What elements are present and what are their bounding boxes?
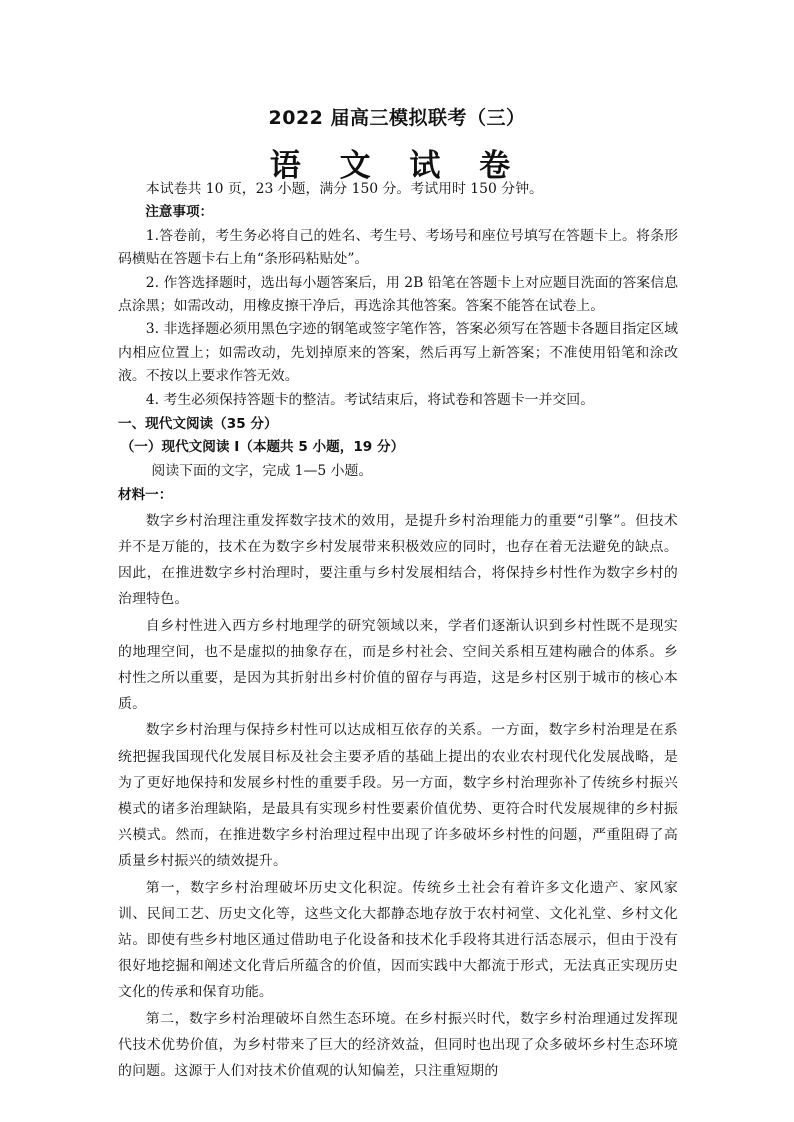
note-item: 4. 考生必须保持答题卡的整洁。考试结束后，将试卷和答题卡一并交回。 (145, 391, 595, 408)
subsection-heading: （一）现代文阅读 I（本题共 5 小题，19 分） (120, 439, 405, 456)
material-label: 材料一： (118, 487, 173, 504)
reading-instruction: 阅读下面的文字，完成 1—5 小题。 (151, 462, 373, 479)
exam-title: 2022 届高三模拟联考（三） (268, 107, 526, 129)
note-item: 1.答卷前，考生务必将自己的姓名、考生号、考场号和座位号填写在答题卡上。将条形码横贴在答题卡右上角“条形码粘贴处”。 (118, 227, 678, 268)
exam-intro: 本试卷共 10 页，23 小题，满分 150 分。考试用时 150 分钟。 (145, 181, 543, 197)
note-item: 2. 作答选择题时，选出每小题答案后，用 2B 铅笔在答题卡上对应题目洗面的答案信息点涂黑；如需改动，用橡皮擦干净后，再选涂其他答案。答案不能答在试卷上。 (118, 274, 678, 315)
passage-paragraph: 数字乡村治理与保持乡村性可以达成相互依存的关系。一方面，数字乡村治理是在系统把握我国现代化发展目标及社会主要矛盾的基础上提出的农业农村现代化发展战略，是为了更好地保持和发展乡村性的重要手段。另一方面，数字乡村治理弥补了传统乡村振兴模式的诸多治理缺陷，是最具有实现乡村性要素价值优势、更符合时代发展规律的乡村振兴模式。然而，在推进数字乡村治理过程中出现了许多破坏乡村性的问题，严重阻碍了高质量乡村振兴的绩效提升。 (118, 722, 678, 870)
notes-heading: 注意事项： (145, 204, 214, 221)
page-content (118, 178, 678, 1084)
passage-paragraph: 自乡村性进入西方乡村地理学的研究领域以来，学者们逐渐认识到乡村性既不是现实的地理空间，也不是虚拟的抽象存在，而是乡村社会、空间关系相互建构融合的体系。乡村性之所以重要，是因为其折射出乡村价值的留存与再造，这是乡村区别于城市的核心本质。 (118, 617, 678, 713)
passage-paragraph: 第二，数字乡村治理破坏自然生态环境。在乡村振兴时代，数字乡村治理通过发挥现代技术优势价值，为乡村带来了巨大的经济效益，但同时也出现了众多破坏乡村生态环境的问题。这源于人们对技术价值观的认知偏差，只注重短期的 (118, 1010, 678, 1079)
subject-title: 语 文 试 卷 (269, 148, 525, 184)
note-item: 3. 非选择题必须用黑色字迹的钢笔或签字笔作答，答案必须写在答题卡各题目指定区域内相应位置上；如需改动，先划掉原来的答案，然后再写上新答案；不准使用铅笔和涂改液。不按以上要求作答无效。 (118, 321, 678, 385)
passage-paragraph: 数字乡村治理注重发挥数字技术的效用，是提升乡村治理能力的重要“引擎”。但技术并不是万能的，技术在为数字乡村发展带来积极效应的同时，也存在着无法避免的缺点。因此，在推进数字乡村治理时，要注重与乡村发展相结合，将保持乡村性作为数字乡村的治理特色。 (118, 512, 678, 608)
reading-passage (118, 508, 678, 1084)
passage-paragraph: 第一，数字乡村治理破坏历史文化积淀。传统乡土社会有着许多文化遗产、家风家训、民间工艺、历史文化等，这些文化大都静态地存放于农村祠堂、文化礼堂、乡村文化站。即使有些乡村地区通过借助电子化设备和技术化手段将其进行活态展示，但由于没有很好地挖掘和阐述文化背后所蕴含的价值，因而实践中大都流于形式，无法真正实现历史文化的传承和保育功能。 (118, 879, 678, 1001)
section-heading: 一、现代文阅读（35 分） (118, 416, 278, 433)
